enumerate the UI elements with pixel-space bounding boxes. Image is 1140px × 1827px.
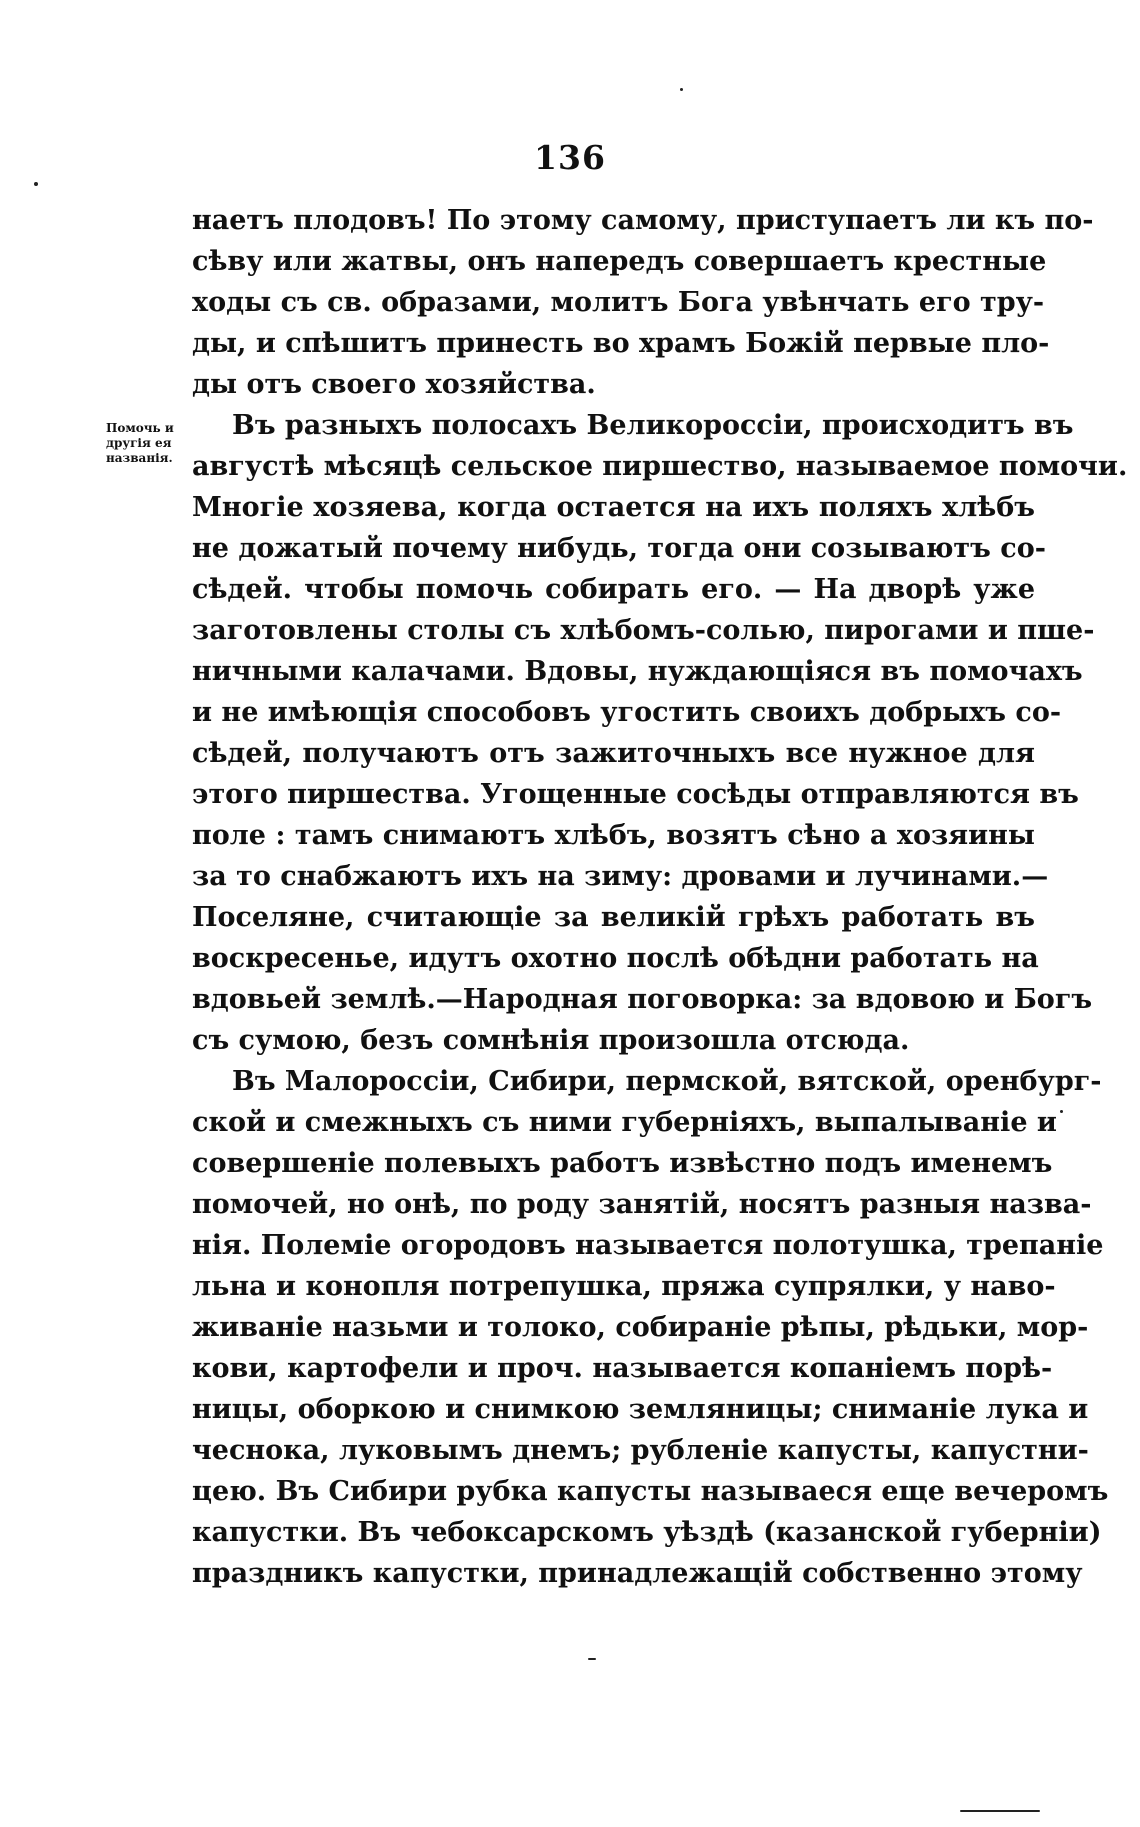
text-line: ды отъ своего хозяйства.	[192, 369, 596, 400]
text-line: ницы, оборкою и снимкою земляницы; сниманіе лука и	[192, 1394, 1089, 1425]
text-line: капустки. Въ чебоксарскомъ уѣздѣ (казанской губерніи)	[192, 1517, 1102, 1548]
scan-speck	[680, 88, 683, 91]
text-line: Поселяне, считающіе за великій грѣхъ работать въ	[192, 902, 1035, 933]
text-line: нія. Полеміе огородовъ называется полотушка, трепаніе	[192, 1230, 1104, 1261]
text-line: помочей, но онѣ, по роду занятій, носятъ разныя назва-	[192, 1189, 1092, 1220]
text-line: праздникъ капустки, принадлежащій собственно этому	[192, 1558, 1083, 1589]
text-line: сѣдей. чтобы помочь собирать его. — На дворѣ уже	[192, 574, 1035, 605]
text-line: ды, и спѣшитъ принесть во храмъ Божій первые пло-	[192, 328, 1050, 359]
text-line: ходы съ св. образами, молитъ Бога увѣнчать его тру-	[192, 287, 1045, 318]
text-line: августѣ мѣсяцѣ сельское пиршество, называемое помочи.	[192, 451, 1128, 482]
text-line: ничными калачами. Вдовы, нуждающіяся въ помочахъ	[192, 656, 1083, 687]
text-line: этого пиршества. Угощенные сосѣды отправляются въ	[192, 779, 1079, 810]
text-line: наетъ плодовъ! По этому самому, приступаетъ ли къ по-	[192, 205, 1094, 236]
text-line: воскресенье, идутъ охотно послѣ обѣдни работать на	[192, 943, 1039, 974]
text-line: вдовьей землѣ.—Народная поговорка: за вдовою и Богъ	[192, 984, 1093, 1015]
text-line: кови, картофели и проч. называется копаніемъ порѣ-	[192, 1353, 1053, 1384]
text-line: за то снабжаютъ ихъ на зиму: дровами и лучинами.—	[192, 861, 1049, 892]
text-line: совершеніе полевыхъ работъ извѣстно подъ именемъ	[192, 1148, 1053, 1179]
text-line: ской и смежныхъ съ ними губерніяхъ, выпалываніе и	[192, 1107, 1057, 1138]
text-line: сѣву или жатвы, онъ напередъ совершаетъ крестные	[192, 246, 1047, 277]
text-line: поле : тамъ снимаютъ хлѣбъ, возятъ сѣно а хозяины	[192, 820, 1035, 851]
text-line: Многіе хозяева, когда остается на ихъ поляхъ хлѣбъ	[192, 492, 1035, 523]
text-line: живаніе назьми и толоко, собираніе рѣпы, рѣдьки, мор-	[192, 1312, 1089, 1343]
page-number: 136	[534, 138, 606, 177]
text-line: сѣдей, получаютъ отъ зажиточныхъ все нужное для	[192, 738, 1035, 769]
scan-speck	[960, 1810, 1040, 1812]
text-line: съ сумою, безъ сомнѣнія произошла отсюда.	[192, 1025, 910, 1056]
scan-speck	[34, 182, 38, 186]
scan-speck	[588, 1658, 596, 1660]
margin-note: Помочь и другія ея названія.	[106, 421, 174, 465]
text-line: заготовлены столы съ хлѣбомъ-солью, пирогами и пше-	[192, 615, 1095, 646]
text-line: цею. Въ Сибири рубка капусты называеся еще вечеромъ	[192, 1476, 1109, 1507]
text-line: не дожатый почему нибудь, тогда они созываютъ со-	[192, 533, 1046, 564]
text-line: Въ Малороссіи, Сибири, пермской, вятской, оренбург-	[232, 1066, 1102, 1097]
text-line: Въ разныхъ полосахъ Великороссіи, происходитъ въ	[232, 410, 1074, 441]
text-line: и не имѣющія способовъ угостить своихъ добрыхъ со-	[192, 697, 1062, 728]
text-line: льна и конопля потрепушка, пряжа супрялки, у наво-	[192, 1271, 1056, 1302]
text-line: чеснока, луковымъ днемъ; рубленіе капусты, капустни-	[192, 1435, 1089, 1466]
scan-speck	[1060, 1110, 1063, 1113]
